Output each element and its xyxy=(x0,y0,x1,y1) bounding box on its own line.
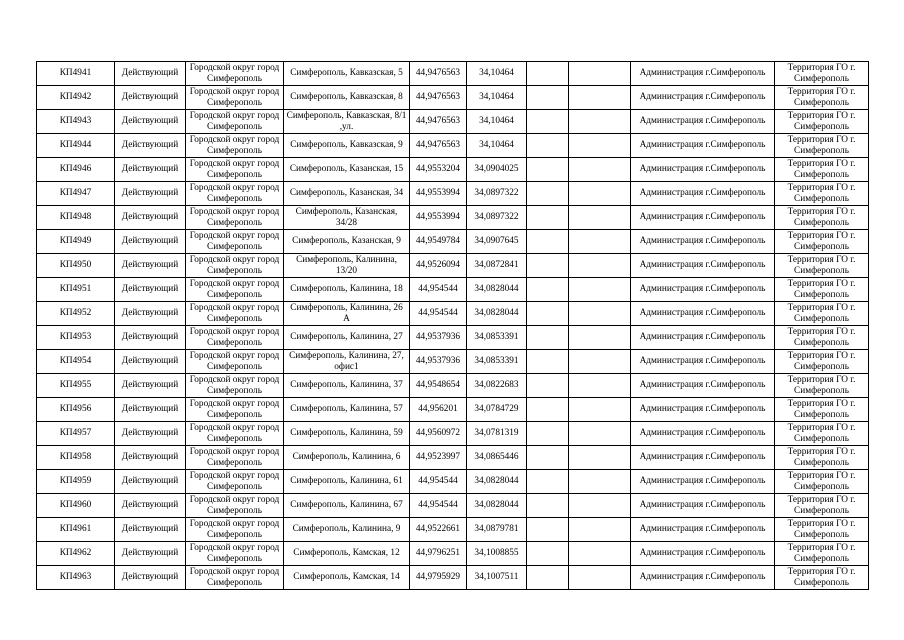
empty-cell xyxy=(569,542,631,566)
area-cell: Городской округ город Симферополь xyxy=(186,494,284,518)
longitude-cell: 34,0907645 xyxy=(467,230,527,254)
address-cell: Симферополь, Калинина, 27, офис1 xyxy=(284,350,410,374)
table-row xyxy=(37,158,869,182)
table-row xyxy=(37,350,869,374)
longitude-cell: 34,0865446 xyxy=(467,446,527,470)
territory-cell: Территория ГО г. Симферополь xyxy=(775,62,869,86)
territory-cell: Территория ГО г. Симферополь xyxy=(775,494,869,518)
empty-cell xyxy=(527,566,569,590)
area-cell: Городской округ город Симферополь xyxy=(186,62,284,86)
row-id-cell: КП4955 xyxy=(37,374,115,398)
address-cell: Симферополь, Камская, 12 xyxy=(284,542,410,566)
row-id-cell: КП4956 xyxy=(37,398,115,422)
latitude-cell: 44,9553994 xyxy=(410,182,467,206)
table-row xyxy=(37,446,869,470)
table-row xyxy=(37,494,869,518)
latitude-cell: 44,9523997 xyxy=(410,446,467,470)
longitude-cell: 34,0897322 xyxy=(467,182,527,206)
territory-cell: Территория ГО г. Симферополь xyxy=(775,230,869,254)
territory-cell: Территория ГО г. Симферополь xyxy=(775,110,869,134)
empty-cell xyxy=(527,134,569,158)
territory-cell: Территория ГО г. Симферополь xyxy=(775,566,869,590)
empty-cell xyxy=(527,230,569,254)
row-id-cell: КП4942 xyxy=(37,86,115,110)
latitude-cell: 44,954544 xyxy=(410,278,467,302)
latitude-cell: 44,9522661 xyxy=(410,518,467,542)
empty-cell xyxy=(527,494,569,518)
longitude-cell: 34,0828044 xyxy=(467,278,527,302)
area-cell: Городской округ город Симферополь xyxy=(186,182,284,206)
empty-cell xyxy=(527,470,569,494)
territory-cell: Территория ГО г. Симферополь xyxy=(775,182,869,206)
registry-table xyxy=(36,61,869,590)
territory-cell: Территория ГО г. Симферополь xyxy=(775,398,869,422)
table-row xyxy=(37,302,869,326)
status-cell: Действующий xyxy=(115,566,186,590)
organization-cell: Администрация г.Симферополь xyxy=(631,62,775,86)
area-cell: Городской округ город Симферополь xyxy=(186,350,284,374)
table-row xyxy=(37,542,869,566)
longitude-cell: 34,1007511 xyxy=(467,566,527,590)
latitude-cell: 44,9560972 xyxy=(410,422,467,446)
organization-cell: Администрация г.Симферополь xyxy=(631,278,775,302)
territory-cell: Территория ГО г. Симферополь xyxy=(775,278,869,302)
longitude-cell: 34,10464 xyxy=(467,86,527,110)
longitude-cell: 34,10464 xyxy=(467,110,527,134)
table-row xyxy=(37,230,869,254)
table-row xyxy=(37,206,869,230)
row-id-cell: КП4958 xyxy=(37,446,115,470)
longitude-cell: 34,0897322 xyxy=(467,206,527,230)
area-cell: Городской округ город Симферополь xyxy=(186,206,284,230)
table-row xyxy=(37,566,869,590)
status-cell: Действующий xyxy=(115,182,186,206)
status-cell: Действующий xyxy=(115,542,186,566)
territory-cell: Территория ГО г. Симферополь xyxy=(775,134,869,158)
row-id-cell: КП4951 xyxy=(37,278,115,302)
status-cell: Действующий xyxy=(115,230,186,254)
status-cell: Действующий xyxy=(115,374,186,398)
status-cell: Действующий xyxy=(115,254,186,278)
row-id-cell: КП4941 xyxy=(37,62,115,86)
address-cell: Симферополь, Калинина, 59 xyxy=(284,422,410,446)
empty-cell xyxy=(527,206,569,230)
latitude-cell: 44,956201 xyxy=(410,398,467,422)
row-id-cell: КП4960 xyxy=(37,494,115,518)
latitude-cell: 44,9537936 xyxy=(410,326,467,350)
longitude-cell: 34,1008855 xyxy=(467,542,527,566)
status-cell: Действующий xyxy=(115,134,186,158)
table-row xyxy=(37,110,869,134)
area-cell: Городской округ город Симферополь xyxy=(186,398,284,422)
organization-cell: Администрация г.Симферополь xyxy=(631,518,775,542)
empty-cell xyxy=(527,326,569,350)
empty-cell xyxy=(527,398,569,422)
status-cell: Действующий xyxy=(115,422,186,446)
empty-cell xyxy=(569,182,631,206)
area-cell: Городской округ город Симферополь xyxy=(186,566,284,590)
row-id-cell: КП4950 xyxy=(37,254,115,278)
row-id-cell: КП4963 xyxy=(37,566,115,590)
empty-cell xyxy=(527,278,569,302)
territory-cell: Территория ГО г. Симферополь xyxy=(775,518,869,542)
longitude-cell: 34,0879781 xyxy=(467,518,527,542)
territory-cell: Территория ГО г. Симферополь xyxy=(775,422,869,446)
latitude-cell: 44,954544 xyxy=(410,302,467,326)
empty-cell xyxy=(569,62,631,86)
status-cell: Действующий xyxy=(115,86,186,110)
row-id-cell: КП4944 xyxy=(37,134,115,158)
address-cell: Симферополь, Казанская, 9 xyxy=(284,230,410,254)
empty-cell xyxy=(569,254,631,278)
empty-cell xyxy=(569,398,631,422)
empty-cell xyxy=(569,110,631,134)
latitude-cell: 44,9795929 xyxy=(410,566,467,590)
organization-cell: Администрация г.Симферополь xyxy=(631,230,775,254)
area-cell: Городской округ город Симферополь xyxy=(186,110,284,134)
table-row xyxy=(37,182,869,206)
latitude-cell: 44,9553994 xyxy=(410,206,467,230)
address-cell: Симферополь, Казанская, 15 xyxy=(284,158,410,182)
area-cell: Городской округ город Симферополь xyxy=(186,134,284,158)
longitude-cell: 34,0822683 xyxy=(467,374,527,398)
latitude-cell: 44,9476563 xyxy=(410,110,467,134)
empty-cell xyxy=(569,86,631,110)
address-cell: Симферополь, Камская, 14 xyxy=(284,566,410,590)
status-cell: Действующий xyxy=(115,278,186,302)
territory-cell: Территория ГО г. Симферополь xyxy=(775,470,869,494)
address-cell: Симферополь, Кавказская, 5 xyxy=(284,62,410,86)
table-row xyxy=(37,398,869,422)
empty-cell xyxy=(569,566,631,590)
empty-cell xyxy=(527,158,569,182)
empty-cell xyxy=(569,206,631,230)
table-row xyxy=(37,134,869,158)
latitude-cell: 44,9526094 xyxy=(410,254,467,278)
row-id-cell: КП4954 xyxy=(37,350,115,374)
longitude-cell: 34,0904025 xyxy=(467,158,527,182)
address-cell: Симферополь, Калинина, 13/20 xyxy=(284,254,410,278)
territory-cell: Территория ГО г. Симферополь xyxy=(775,326,869,350)
address-cell: Симферополь, Кавказская, 8/1 ,ул. xyxy=(284,110,410,134)
organization-cell: Администрация г.Симферополь xyxy=(631,86,775,110)
status-cell: Действующий xyxy=(115,326,186,350)
empty-cell xyxy=(569,494,631,518)
row-id-cell: КП4949 xyxy=(37,230,115,254)
organization-cell: Администрация г.Симферополь xyxy=(631,302,775,326)
territory-cell: Территория ГО г. Симферополь xyxy=(775,254,869,278)
empty-cell xyxy=(527,422,569,446)
table-row xyxy=(37,326,869,350)
territory-cell: Территория ГО г. Симферополь xyxy=(775,206,869,230)
row-id-cell: КП4959 xyxy=(37,470,115,494)
row-id-cell: КП4946 xyxy=(37,158,115,182)
organization-cell: Администрация г.Симферополь xyxy=(631,542,775,566)
empty-cell xyxy=(527,86,569,110)
empty-cell xyxy=(569,302,631,326)
area-cell: Городской округ город Симферополь xyxy=(186,446,284,470)
area-cell: Городской округ город Симферополь xyxy=(186,470,284,494)
organization-cell: Администрация г.Симферополь xyxy=(631,470,775,494)
organization-cell: Администрация г.Симферополь xyxy=(631,206,775,230)
area-cell: Городской округ город Симферополь xyxy=(186,542,284,566)
empty-cell xyxy=(527,62,569,86)
longitude-cell: 34,0872841 xyxy=(467,254,527,278)
organization-cell: Администрация г.Симферополь xyxy=(631,398,775,422)
address-cell: Симферополь, Калинина, 18 xyxy=(284,278,410,302)
status-cell: Действующий xyxy=(115,470,186,494)
status-cell: Действующий xyxy=(115,398,186,422)
longitude-cell: 34,0853391 xyxy=(467,350,527,374)
status-cell: Действующий xyxy=(115,206,186,230)
organization-cell: Администрация г.Симферополь xyxy=(631,446,775,470)
row-id-cell: КП4953 xyxy=(37,326,115,350)
empty-cell xyxy=(527,542,569,566)
latitude-cell: 44,9476563 xyxy=(410,86,467,110)
longitude-cell: 34,0828044 xyxy=(467,470,527,494)
latitude-cell: 44,9548654 xyxy=(410,374,467,398)
empty-cell xyxy=(527,518,569,542)
empty-cell xyxy=(569,134,631,158)
empty-cell xyxy=(569,470,631,494)
address-cell: Симферополь, Калинина, 67 xyxy=(284,494,410,518)
area-cell: Городской округ город Симферополь xyxy=(186,230,284,254)
table-body xyxy=(37,62,869,590)
territory-cell: Территория ГО г. Симферополь xyxy=(775,302,869,326)
address-cell: Симферополь, Калинина, 27 xyxy=(284,326,410,350)
area-cell: Городской округ город Симферополь xyxy=(186,422,284,446)
row-id-cell: КП4962 xyxy=(37,542,115,566)
status-cell: Действующий xyxy=(115,446,186,470)
empty-cell xyxy=(569,326,631,350)
organization-cell: Администрация г.Симферополь xyxy=(631,158,775,182)
table-row xyxy=(37,422,869,446)
latitude-cell: 44,9476563 xyxy=(410,134,467,158)
organization-cell: Администрация г.Симферополь xyxy=(631,494,775,518)
longitude-cell: 34,10464 xyxy=(467,134,527,158)
territory-cell: Территория ГО г. Симферополь xyxy=(775,350,869,374)
address-cell: Симферополь, Казанская, 34/28 xyxy=(284,206,410,230)
area-cell: Городской округ город Симферополь xyxy=(186,158,284,182)
address-cell: Симферополь, Кавказская, 9 xyxy=(284,134,410,158)
row-id-cell: КП4948 xyxy=(37,206,115,230)
area-cell: Городской округ город Симферополь xyxy=(186,86,284,110)
address-cell: Симферополь, Калинина, 9 xyxy=(284,518,410,542)
latitude-cell: 44,954544 xyxy=(410,494,467,518)
organization-cell: Администрация г.Симферополь xyxy=(631,374,775,398)
row-id-cell: КП4961 xyxy=(37,518,115,542)
organization-cell: Администрация г.Симферополь xyxy=(631,566,775,590)
latitude-cell: 44,9549784 xyxy=(410,230,467,254)
area-cell: Городской округ город Симферополь xyxy=(186,302,284,326)
empty-cell xyxy=(527,254,569,278)
status-cell: Действующий xyxy=(115,158,186,182)
status-cell: Действующий xyxy=(115,350,186,374)
table-row xyxy=(37,254,869,278)
longitude-cell: 34,10464 xyxy=(467,62,527,86)
longitude-cell: 34,0828044 xyxy=(467,302,527,326)
organization-cell: Администрация г.Симферополь xyxy=(631,110,775,134)
empty-cell xyxy=(569,518,631,542)
row-id-cell: КП4957 xyxy=(37,422,115,446)
territory-cell: Территория ГО г. Симферополь xyxy=(775,374,869,398)
latitude-cell: 44,9553204 xyxy=(410,158,467,182)
address-cell: Симферополь, Кавказская, 8 xyxy=(284,86,410,110)
status-cell: Действующий xyxy=(115,110,186,134)
table-row xyxy=(37,86,869,110)
empty-cell xyxy=(527,350,569,374)
territory-cell: Территория ГО г. Симферополь xyxy=(775,542,869,566)
territory-cell: Территория ГО г. Симферополь xyxy=(775,446,869,470)
latitude-cell: 44,9796251 xyxy=(410,542,467,566)
empty-cell xyxy=(527,110,569,134)
empty-cell xyxy=(569,446,631,470)
longitude-cell: 34,0828044 xyxy=(467,494,527,518)
empty-cell xyxy=(569,350,631,374)
address-cell: Симферополь, Казанская, 34 xyxy=(284,182,410,206)
status-cell: Действующий xyxy=(115,518,186,542)
empty-cell xyxy=(527,302,569,326)
status-cell: Действующий xyxy=(115,62,186,86)
organization-cell: Администрация г.Симферополь xyxy=(631,422,775,446)
address-cell: Симферополь, Калинина, 57 xyxy=(284,398,410,422)
table-row xyxy=(37,62,869,86)
territory-cell: Территория ГО г. Симферополь xyxy=(775,158,869,182)
longitude-cell: 34,0784729 xyxy=(467,398,527,422)
empty-cell xyxy=(569,374,631,398)
organization-cell: Администрация г.Симферополь xyxy=(631,350,775,374)
status-cell: Действующий xyxy=(115,494,186,518)
empty-cell xyxy=(527,182,569,206)
status-cell: Действующий xyxy=(115,302,186,326)
latitude-cell: 44,9537936 xyxy=(410,350,467,374)
row-id-cell: КП4952 xyxy=(37,302,115,326)
organization-cell: Администрация г.Симферополь xyxy=(631,134,775,158)
row-id-cell: КП4943 xyxy=(37,110,115,134)
table-row xyxy=(37,518,869,542)
empty-cell xyxy=(527,374,569,398)
area-cell: Городской округ город Симферополь xyxy=(186,518,284,542)
longitude-cell: 34,0853391 xyxy=(467,326,527,350)
organization-cell: Администрация г.Симферополь xyxy=(631,326,775,350)
table-row xyxy=(37,278,869,302)
organization-cell: Администрация г.Симферополь xyxy=(631,182,775,206)
address-cell: Симферополь, Калинина, 37 xyxy=(284,374,410,398)
organization-cell: Администрация г.Симферополь xyxy=(631,254,775,278)
address-cell: Симферополь, Калинина, 26 А xyxy=(284,302,410,326)
address-cell: Симферополь, Калинина, 6 xyxy=(284,446,410,470)
area-cell: Городской округ город Симферополь xyxy=(186,278,284,302)
longitude-cell: 34,0781319 xyxy=(467,422,527,446)
empty-cell xyxy=(569,158,631,182)
empty-cell xyxy=(569,230,631,254)
row-id-cell: КП4947 xyxy=(37,182,115,206)
empty-cell xyxy=(569,278,631,302)
table-row xyxy=(37,470,869,494)
table-row xyxy=(37,374,869,398)
area-cell: Городской округ город Симферополь xyxy=(186,254,284,278)
latitude-cell: 44,954544 xyxy=(410,470,467,494)
area-cell: Городской округ город Симферополь xyxy=(186,326,284,350)
address-cell: Симферополь, Калинина, 61 xyxy=(284,470,410,494)
empty-cell xyxy=(569,422,631,446)
area-cell: Городской округ город Симферополь xyxy=(186,374,284,398)
latitude-cell: 44,9476563 xyxy=(410,62,467,86)
territory-cell: Территория ГО г. Симферополь xyxy=(775,86,869,110)
empty-cell xyxy=(527,446,569,470)
